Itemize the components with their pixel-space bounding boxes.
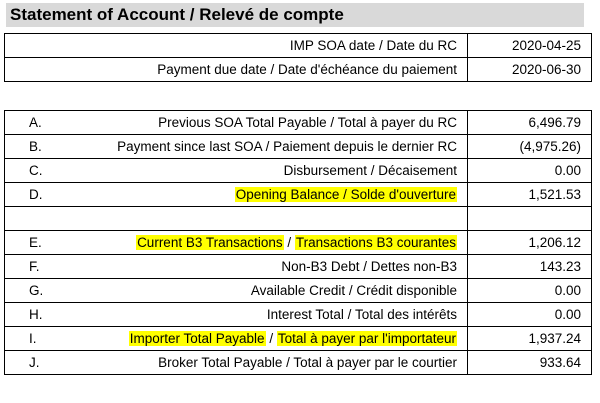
spacer-cell (37, 207, 468, 231)
row-letter: J. (5, 351, 37, 375)
table-row (5, 231, 592, 255)
due-date-label: Payment due date / Date d'échéance du paiement (5, 58, 468, 82)
row-value: 0.00 (468, 303, 592, 327)
highlighted-label: Transactions B3 courantes (295, 235, 456, 250)
row-value: 1,937.24 (468, 327, 592, 351)
table-row (5, 183, 592, 207)
row-letter: F. (5, 255, 37, 279)
row-letter: E. (5, 231, 37, 255)
table-row (5, 159, 592, 183)
table-row (5, 255, 592, 279)
row-value: (4,975.26) (468, 135, 592, 159)
row-label: Previous SOA Total Payable / Total à payer du RC (37, 111, 468, 135)
table-row (5, 351, 592, 375)
row-value: 0.00 (468, 279, 592, 303)
table-row (5, 303, 592, 327)
row-letter: D. (5, 183, 37, 207)
label-separator: / (265, 331, 277, 346)
row-letter: C. (5, 159, 37, 183)
row-label: Available Credit / Crédit disponible (37, 279, 468, 303)
account-table (4, 110, 592, 375)
due-date-value: 2020-06-30 (468, 58, 592, 82)
highlighted-label: Current B3 Transactions (137, 235, 283, 250)
row-label: Interest Total / Total des intérêts (37, 303, 468, 327)
row-value: 1,206.12 (468, 231, 592, 255)
header-table (4, 33, 592, 82)
row-label: Non-B3 Debt / Dettes non-B3 (37, 255, 468, 279)
row-letter: H. (5, 303, 37, 327)
soa-date-label: IMP SOA date / Date du RC (5, 34, 468, 58)
row-label: Disbursement / Décaisement (37, 159, 468, 183)
row-value: 0.00 (468, 159, 592, 183)
table-row (5, 327, 592, 351)
row-value: 933.64 (468, 351, 592, 375)
row-label (37, 231, 468, 255)
table-row (5, 135, 592, 159)
row-letter: B. (5, 135, 37, 159)
table-row (5, 279, 592, 303)
row-value: 1,521.53 (468, 183, 592, 207)
soa-date-value: 2020-04-25 (468, 34, 592, 58)
row-label: Broker Total Payable / Total à payer par le courtier (37, 351, 468, 375)
highlighted-label: Importer Total Payable (129, 331, 265, 346)
row-value: 6,496.79 (468, 111, 592, 135)
table-row (5, 58, 592, 82)
row-letter: I. (5, 327, 37, 351)
spacer-cell (468, 207, 592, 231)
label-separator: / (283, 235, 295, 250)
spacer-cell (5, 207, 37, 231)
spacer-row (5, 207, 592, 231)
row-label (37, 327, 468, 351)
row-letter: A. (5, 111, 37, 135)
highlighted-label: Opening Balance / Solde d'ouverture (235, 187, 456, 202)
row-label (37, 183, 468, 207)
page-title: Statement of Account / Relevé de compte (10, 5, 344, 24)
table-row (5, 34, 592, 58)
title-bar (6, 3, 584, 27)
table-row (5, 111, 592, 135)
row-letter: G. (5, 279, 37, 303)
row-label: Payment since last SOA / Paiement depuis le dernier RC (37, 135, 468, 159)
highlighted-label: Total à payer par l'importateur (277, 331, 456, 346)
row-value: 143.23 (468, 255, 592, 279)
